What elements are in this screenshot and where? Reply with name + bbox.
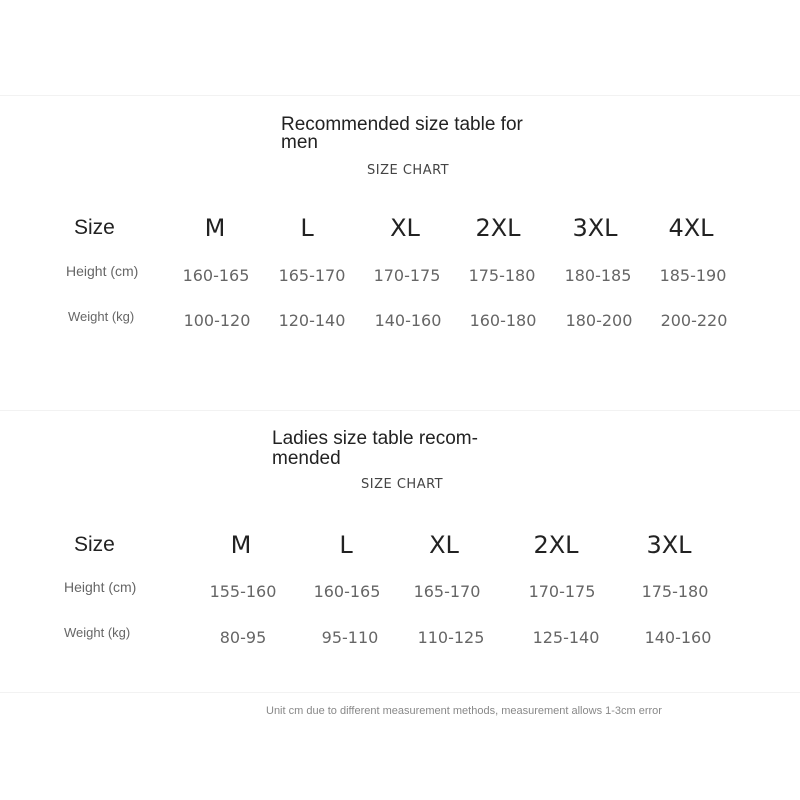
men-weight-cell: 180-200 [565, 311, 633, 330]
ladies-size-header: XL [429, 531, 459, 559]
divider [0, 410, 800, 411]
ladies-weight-label: Weight (kg) [64, 625, 131, 640]
men-height-label: Height (cm) [66, 263, 139, 279]
men-height-cell: 170-175 [373, 266, 441, 285]
men-size-header: XL [390, 214, 420, 242]
ladies-table-title: Ladies size table recom- mended [272, 428, 478, 469]
men-height-cell: 160-165 [182, 266, 250, 285]
men-weight-cell: 140-160 [374, 311, 442, 330]
divider [0, 692, 800, 693]
men-weight-label: Weight (kg) [68, 309, 135, 324]
ladies-size-header: L [339, 531, 353, 559]
ladies-height-cell: 160-165 [313, 582, 381, 601]
men-height-cell: 185-190 [659, 266, 727, 285]
men-height-cell: 180-185 [564, 266, 632, 285]
ladies-weight-cell: 110-125 [417, 628, 485, 647]
ladies-height-cell: 170-175 [528, 582, 596, 601]
ladies-weight-cell: 95-110 [321, 628, 379, 647]
ladies-height-cell: 175-180 [641, 582, 709, 601]
ladies-height-label: Height (cm) [64, 579, 137, 595]
men-size-header: 3XL [572, 214, 618, 242]
men-size-header: 4XL [668, 214, 714, 242]
men-size-label: Size [74, 216, 115, 239]
ladies-size-chart-subtitle: SIZE CHART [361, 477, 444, 492]
men-size-header: L [300, 214, 314, 242]
ladies-size-label: Size [74, 533, 115, 556]
men-size-chart-subtitle: SIZE CHART [367, 163, 450, 178]
men-table-title: Recommended size table for men [281, 114, 523, 153]
ladies-weight-cell: 125-140 [532, 628, 600, 647]
ladies-weight-cell: 80-95 [219, 628, 267, 647]
men-size-header: M [204, 214, 226, 242]
men-weight-cell: 100-120 [183, 311, 251, 330]
men-weight-cell: 120-140 [278, 311, 346, 330]
ladies-size-header: M [230, 531, 252, 559]
men-weight-cell: 200-220 [660, 311, 728, 330]
men-height-cell: 165-170 [278, 266, 346, 285]
divider [0, 95, 800, 96]
measurement-note: Unit cm due to different measurement methods, measurement allows 1-3cm error [266, 705, 662, 717]
ladies-size-header: 3XL [646, 531, 692, 559]
ladies-height-cell: 165-170 [413, 582, 481, 601]
ladies-weight-cell: 140-160 [644, 628, 712, 647]
men-weight-cell: 160-180 [469, 311, 537, 330]
men-size-header: 2XL [475, 214, 521, 242]
men-height-cell: 175-180 [468, 266, 536, 285]
ladies-height-cell: 155-160 [209, 582, 277, 601]
ladies-size-header: 2XL [533, 531, 579, 559]
